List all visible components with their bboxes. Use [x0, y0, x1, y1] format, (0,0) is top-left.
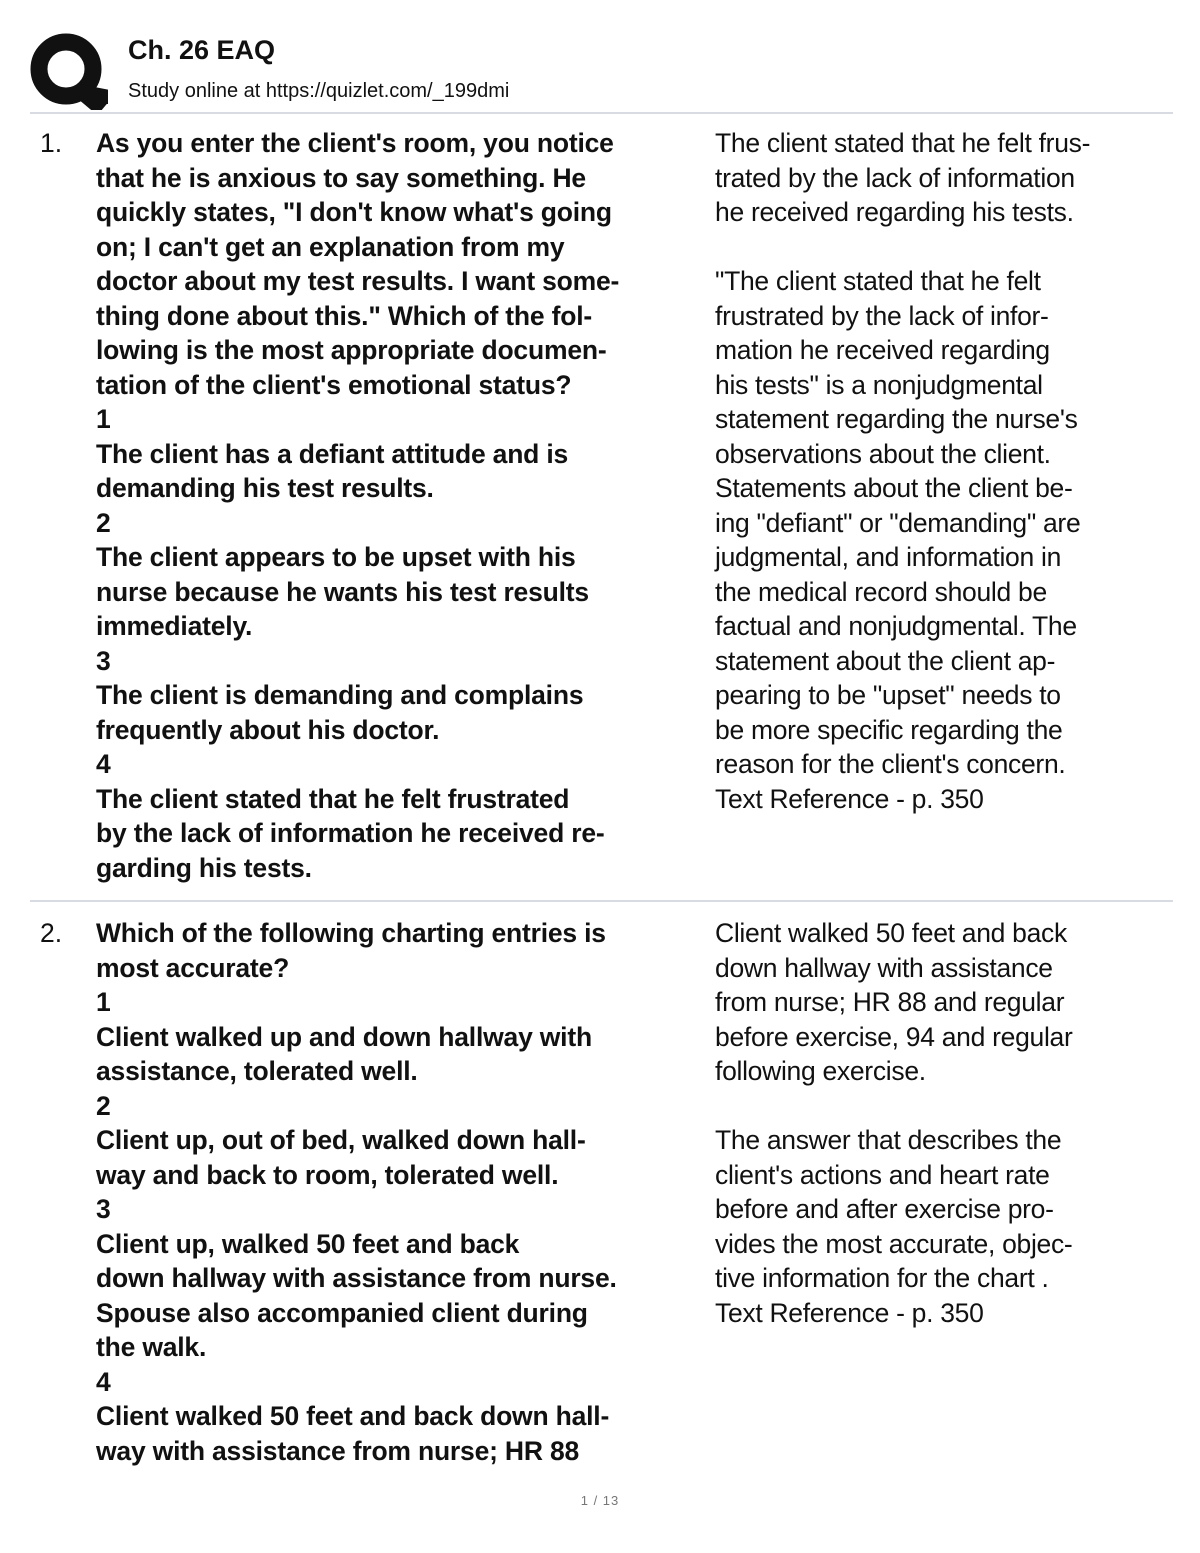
text-line: nurse because he wants his test results	[96, 576, 589, 607]
text-line: tation of the client's emotional status?	[96, 369, 572, 400]
text-line: trated by the lack of information	[715, 162, 1075, 193]
text-line: assistance, tolerated well.	[96, 1056, 418, 1086]
text-line: most accurate?	[96, 952, 290, 983]
text-line: garding his tests.	[96, 852, 312, 883]
text-line: 3	[96, 645, 111, 676]
text-line: client's actions and heart rate	[715, 1159, 1050, 1190]
text-line: "The client stated that he felt	[715, 266, 1041, 296]
text-line: mation he received regarding	[715, 335, 1050, 365]
text-line: As you enter the client's room, you notice	[96, 128, 614, 158]
text-line: on; I can't get an explanation from my	[96, 231, 565, 262]
text-line: from nurse; HR 88 and regular	[715, 987, 1065, 1017]
text-line: factual and nonjudgmental. The	[715, 611, 1077, 641]
text-line: observations about the client.	[715, 438, 1051, 469]
text-line: The client appears to be upset with his	[96, 542, 576, 572]
text-line: reason for the client's concern.	[715, 749, 1066, 779]
text-line: 1	[96, 404, 111, 434]
text-line: frustrated by the lack of infor-	[715, 300, 1049, 331]
text-line: Which of the following charting entries is	[96, 918, 606, 948]
text-line: down hallway with assistance from nurse.	[96, 1263, 617, 1293]
text-line: frequently about his doctor.	[96, 714, 440, 745]
text-line: pearing to be "upset" needs to	[715, 680, 1061, 710]
text-line: 2	[96, 507, 111, 538]
text-line: way and back to room, tolerated well.	[96, 1159, 559, 1190]
text-line: the medical record should be	[715, 576, 1047, 607]
text-line: statement about the client ap-	[715, 645, 1056, 676]
text-line: the walk.	[96, 1332, 207, 1362]
quizlet-logo-icon	[30, 32, 108, 110]
text-line: by the lack of information he received re-	[96, 818, 605, 848]
card-number: 2.	[40, 918, 63, 948]
text-line: vides the most accurate, objec-	[715, 1228, 1073, 1259]
text-line: way with assistance from nurse; HR 88	[96, 1435, 580, 1466]
paragraph-gap	[715, 1089, 1175, 1124]
text-line: The client is demanding and complains	[96, 680, 584, 710]
document-header	[30, 30, 1175, 110]
text-line: Client up, walked 50 feet and back	[96, 1228, 520, 1259]
text-line: The client stated that he felt frustrated	[96, 783, 570, 814]
text-line: immediately.	[96, 611, 253, 641]
text-line: Client walked up and down hallway with	[96, 1021, 592, 1052]
text-line: statement regarding the nurse's	[715, 404, 1078, 434]
text-line: Statements about the client be-	[715, 473, 1073, 503]
text-line: demanding his test results.	[96, 473, 434, 503]
text-line: before exercise, 94 and regular	[715, 1021, 1073, 1052]
card-divider	[30, 900, 1173, 902]
text-line: Spouse also accompanied client during	[96, 1297, 588, 1328]
text-line: that he is anxious to say something. He	[96, 162, 586, 193]
answer-text	[715, 916, 1175, 1330]
text-line: he received regarding his tests.	[715, 197, 1074, 227]
text-line: Text Reference - p. 350	[715, 1297, 984, 1328]
text-line: ing "defiant" or "demanding" are	[715, 507, 1081, 538]
text-line: thing done about this." Which of the fol-	[96, 300, 592, 331]
text-line: Text Reference - p. 350	[715, 783, 984, 814]
question-text	[96, 126, 712, 885]
text-line: Client up, out of bed, walked down hall-	[96, 1125, 586, 1155]
header-divider	[30, 112, 1173, 114]
text-line: 3	[96, 1194, 111, 1224]
text-line: before and after exercise pro-	[715, 1194, 1054, 1224]
text-line: The answer that describes the	[715, 1125, 1062, 1155]
text-line: be more specific regarding the	[715, 714, 1063, 745]
page-indicator: 1 / 13	[580, 1493, 620, 1508]
text-line: Client walked 50 feet and back	[715, 918, 1067, 948]
text-line: 4	[96, 749, 111, 779]
question-text	[96, 916, 712, 1468]
card-number: 1.	[40, 128, 63, 158]
text-line: lowing is the most appropriate documen-	[96, 335, 607, 365]
page-title: Ch. 26 EAQ	[128, 35, 276, 65]
text-line: tive information for the chart .	[715, 1263, 1049, 1293]
text-line: down hallway with assistance	[715, 952, 1053, 983]
text-line: 1	[96, 987, 111, 1017]
text-line: The client stated that he felt frus-	[715, 128, 1091, 158]
text-line: 4	[96, 1366, 111, 1397]
study-link-text: Study online at https://quizlet.com/_199dmi	[128, 80, 510, 102]
text-line: The client has a defiant attitude and is	[96, 438, 569, 469]
answer-text	[715, 126, 1175, 816]
text-line: following exercise.	[715, 1056, 926, 1086]
text-line: judgmental, and information in	[715, 542, 1062, 572]
text-line: his tests" is a nonjudgmental	[715, 369, 1043, 400]
text-line: doctor about my test results. I want some-	[96, 266, 620, 296]
text-line: 2	[96, 1090, 111, 1121]
text-line: quickly states, "I don't know what's going	[96, 197, 612, 227]
text-line: Client walked 50 feet and back down hall-	[96, 1401, 610, 1431]
paragraph-gap	[715, 230, 1175, 265]
